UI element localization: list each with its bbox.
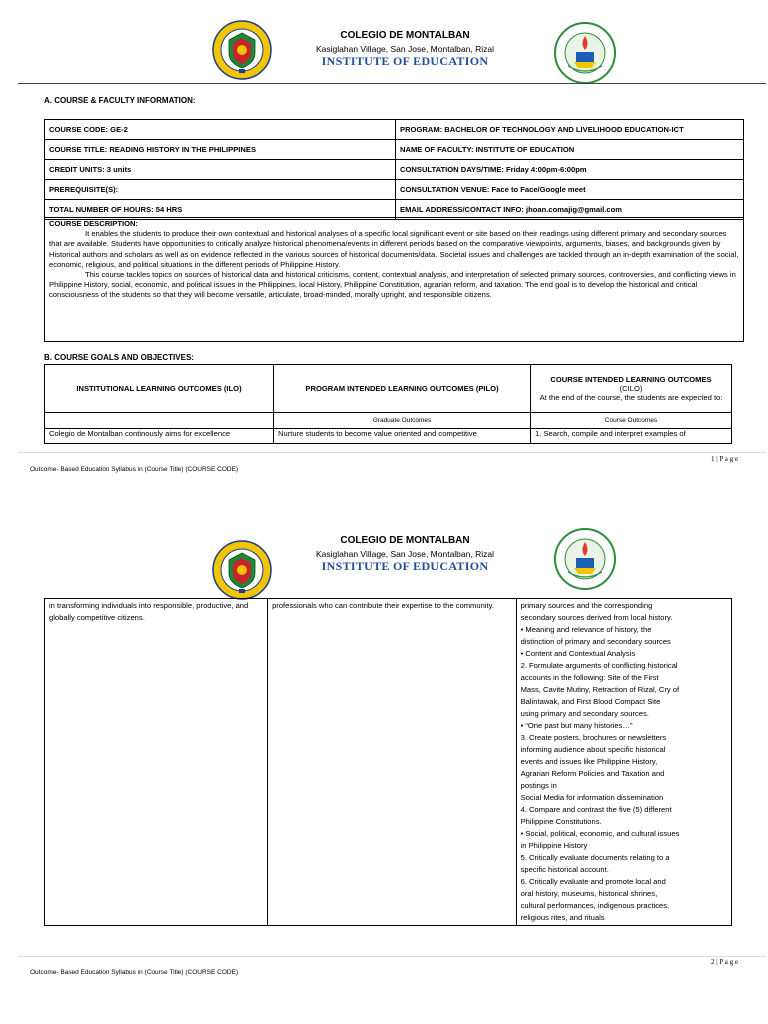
ilo-cell: Colegio de Montalban continously aims for excellence bbox=[45, 429, 274, 444]
course-outcomes-subheader: Course Outcomes bbox=[531, 413, 732, 429]
page-2 bbox=[0, 520, 768, 1024]
footer-note: Outcome- Based Education Syllabus in (Course Title) (COURSE CODE) bbox=[30, 969, 239, 976]
section-b-title: B. COURSE GOALS AND OBJECTIVES: bbox=[44, 353, 194, 362]
cilo-line: specific historical account. bbox=[520, 865, 609, 874]
school-seal-logo bbox=[212, 540, 272, 600]
institute-seal-logo bbox=[554, 528, 616, 590]
page-number: 1 | P a g e bbox=[711, 455, 738, 463]
credit-units-cell: CREDIT UNITS: 3 units bbox=[45, 160, 396, 180]
cilo-line: events and issues like Philippine History, bbox=[520, 757, 658, 766]
cilo-line: • Content and Contextual Analysis bbox=[520, 649, 636, 658]
page-gap bbox=[0, 478, 768, 520]
cilo-line: cultural performances, indigenous practices, bbox=[520, 901, 670, 910]
prerequisites-cell: PREREQUISITE(S): bbox=[45, 180, 396, 200]
school-address: Kasiglahan Village, San Jose, Montalban, Rizal bbox=[316, 549, 494, 559]
contact-info-cell: EMAIL ADDRESS/CONTACT INFO: jhoan.comajig@gmail.com bbox=[396, 200, 744, 220]
table-subheader-row bbox=[45, 413, 732, 429]
cilo-cell-continued bbox=[516, 599, 731, 926]
cilo-line: Balintawak, and First Blood Compact Site bbox=[520, 697, 661, 706]
cilo-cell: 1. Search, compile and interpret examples of bbox=[531, 429, 732, 444]
table-row bbox=[45, 429, 732, 444]
cilo-header-line-1: COURSE INTENDED LEARNING OUTCOMES bbox=[550, 375, 712, 384]
cilo-line: • “One past but many histories…” bbox=[520, 721, 633, 730]
table-row bbox=[45, 120, 744, 140]
page-number: 2 | P a g e bbox=[711, 958, 738, 966]
consultation-time-cell: CONSULTATION DAYS/TIME: Friday 4:00pm-6:00pm bbox=[396, 160, 744, 180]
cilo-line: Philippine Constitutions. bbox=[520, 817, 602, 826]
cilo-line: 3. Create posters, brochures or newsletters bbox=[520, 733, 667, 742]
table-row bbox=[45, 140, 744, 160]
cilo-line: 4. Compare and contrast the five (5) different bbox=[520, 805, 672, 814]
cilo-line: Mass, Cavite Mutiny, Retraction of Rizal, Cry of bbox=[520, 685, 680, 694]
school-name: COLEGIO DE MONTALBAN bbox=[340, 535, 470, 546]
ilo-cell-continued: in transforming individuals into responsible, productive, and globally competitive citizens. bbox=[45, 599, 268, 926]
institute-seal-logo bbox=[554, 22, 616, 84]
course-description-paragraph-1: It enables the students to produce their own contextual and historical analyses of a specific local significant event or site based on their readings using different primary and secondary sources that are available. Students have opportunities to critically analyze historical phenomena/events in different periods based on the comparative viewpoints, arguments, biases, and backgrounds given by Historical authors and scholars as well as on evidence reflected in the various sources of historical documents/data. Societal issues and challenges are tackled through an in-depth examination of the social, economic, religious, and political situations in the different periods of Philippine History. bbox=[49, 229, 739, 269]
cilo-line: Agrarian Reform Policies and Taxation and bbox=[520, 769, 665, 778]
faculty-cell: NAME OF FACULTY: INSTITUTE OF EDUCATION bbox=[396, 140, 744, 160]
graduate-outcomes-subheader: Graduate Outcomes bbox=[274, 413, 531, 429]
pilo-header: PROGRAM INTENDED LEARNING OUTCOMES (PILO) bbox=[274, 365, 531, 413]
course-code-cell: COURSE CODE: GE-2 bbox=[45, 120, 396, 140]
cilo-line: • Social, political, economic, and cultural issues bbox=[520, 829, 680, 838]
cilo-header bbox=[531, 365, 732, 413]
cilo-line: secondary sources derived from local history. bbox=[520, 613, 673, 622]
header-divider bbox=[18, 83, 766, 84]
cilo-line: religious rites, and rituals bbox=[520, 913, 605, 922]
cilo-line: 5. Critically evaluate documents relating to a bbox=[520, 853, 670, 862]
cilo-line: using primary and secondary sources. bbox=[520, 709, 649, 718]
footer-divider bbox=[18, 452, 766, 453]
institute-title: INSTITUTE OF EDUCATION bbox=[321, 54, 489, 68]
school-name: COLEGIO DE MONTALBAN bbox=[340, 30, 470, 41]
consultation-venue-cell: CONSULTATION VENUE: Face to Face/Google meet bbox=[396, 180, 744, 200]
cilo-header-line-3: At the end of the course, the students are expected to: bbox=[539, 393, 723, 402]
course-info-table bbox=[44, 119, 744, 220]
cilo-line: accounts in the following: Site of the First bbox=[520, 673, 659, 682]
section-a-title: A. COURSE & FACULTY INFORMATION: bbox=[44, 96, 196, 105]
letterhead bbox=[0, 0, 768, 85]
cilo-line: • Meaning and relevance of history, the bbox=[520, 625, 652, 634]
goals-table bbox=[44, 364, 732, 444]
page-1 bbox=[0, 0, 768, 478]
course-title-cell: COURSE TITLE: READING HISTORY IN THE PHILIPPINES bbox=[45, 140, 396, 160]
cilo-line: in Philippine History bbox=[520, 841, 588, 850]
cilo-line: 6. Critically evaluate and promote local and bbox=[520, 877, 666, 886]
institute-title: INSTITUTE OF EDUCATION bbox=[321, 559, 489, 573]
cilo-header-line-2: (CILO) bbox=[619, 384, 643, 393]
cilo-line: distinction of primary and secondary sources bbox=[520, 637, 671, 646]
cilo-line: Social Media for information dissemination bbox=[520, 793, 664, 802]
ilo-header: INSTITUTIONAL LEARNING OUTCOMES (ILO) bbox=[45, 365, 274, 413]
letterhead bbox=[0, 520, 768, 605]
table-row bbox=[45, 599, 732, 926]
course-description-heading: COURSE DESCRIPTION: bbox=[49, 219, 139, 228]
cilo-line: oral history, museums, historical shrines, bbox=[520, 889, 658, 898]
cilo-line: 2. Formulate arguments of conflicting historical bbox=[520, 661, 678, 670]
footer-divider bbox=[18, 956, 766, 957]
total-hours-cell: TOTAL NUMBER OF HOURS: 54 HRS bbox=[45, 200, 396, 220]
table-row bbox=[45, 180, 744, 200]
cilo-line: postings in bbox=[520, 781, 557, 790]
footer-note: Outcome- Based Education Syllabus in (Course Title) (COURSE CODE) bbox=[30, 466, 239, 473]
school-address: Kasiglahan Village, San Jose, Montalban, Rizal bbox=[316, 44, 494, 54]
course-description-box bbox=[44, 217, 744, 342]
table-header-row bbox=[45, 365, 732, 413]
pilo-cell-continued: professionals who can contribute their expertise to the community. bbox=[268, 599, 517, 926]
course-description-paragraph-2: This course tackles topics on sources of historical data and historical criticisms, content, contextual analysis, and interpretation of selected primary sources, controversies, and conflicting views in Philippine History, social, economic, and political issues in the Philippines, local History, Philippine Constitution, agrarian reform, and taxation. The end goal is to develop the historical and critical consciousness of the students so that they will become versatile, articulate, broad-minded, morally upright, and responsible citizens. bbox=[49, 270, 736, 300]
ilo-subheader bbox=[45, 413, 274, 429]
pilo-cell: Nurture students to become value oriented and competitive bbox=[274, 429, 531, 444]
cilo-line: primary sources and the corresponding bbox=[520, 601, 653, 610]
goals-table-continued bbox=[44, 598, 732, 926]
program-cell: PROGRAM: BACHELOR OF TECHNOLOGY AND LIVELIHOOD EDUCATION-ICT bbox=[396, 120, 744, 140]
cilo-line: informing audience about specific historical bbox=[520, 745, 666, 754]
school-seal-logo bbox=[212, 20, 272, 80]
table-row bbox=[45, 160, 744, 180]
